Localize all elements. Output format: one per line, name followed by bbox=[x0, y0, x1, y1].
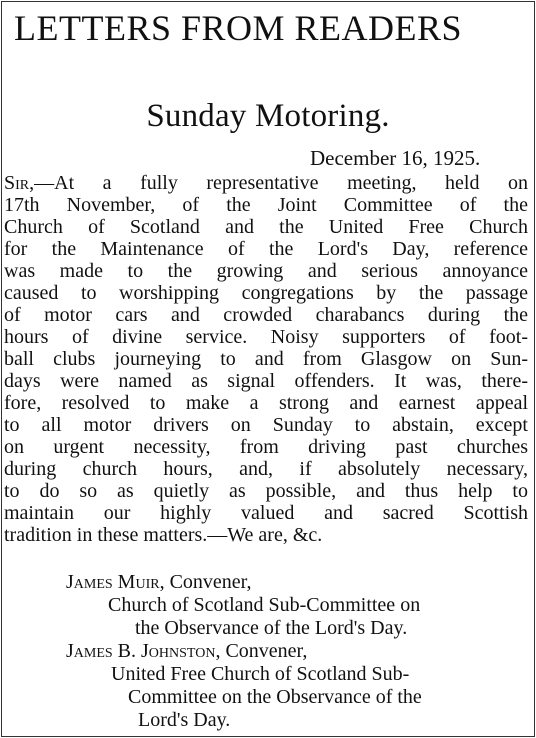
body-line: to all motor drivers on Sunday to abstain, except bbox=[4, 414, 528, 436]
signatory-role: , Convener, bbox=[215, 640, 308, 662]
body-line: to do so as quietly as possible, and thus help to bbox=[4, 480, 528, 502]
section-heading: LETTERS FROM READERS bbox=[14, 8, 463, 48]
body-line: maintain our highly valued and sacred Scottish bbox=[4, 502, 528, 524]
signatory-name: James Muir bbox=[66, 571, 160, 593]
signatory-org-line: the Observance of the Lord's Day. bbox=[135, 617, 408, 639]
letter-title: Sunday Motoring. bbox=[146, 98, 390, 134]
body-line: of motor cars and crowded charabancs during the bbox=[4, 304, 528, 326]
signatory-org-line: Committee on the Observance of the bbox=[128, 686, 422, 708]
signatory-1 bbox=[66, 571, 252, 593]
signatory-name: James B. Johnston bbox=[66, 640, 216, 662]
salutation: Sir, bbox=[4, 172, 35, 194]
body-line: Church of Scotland and the United Free Church bbox=[4, 216, 528, 238]
body-line: tradition in these matters.—We are, &c. bbox=[4, 524, 323, 546]
body-line: 17th November, of the Joint Committee of the bbox=[4, 194, 528, 216]
signatory-2 bbox=[66, 640, 307, 662]
body-line: Sir,—At a fully representative meeting, held on bbox=[4, 172, 528, 194]
body-line: hours of divine service. Noisy supporters of foot- bbox=[4, 326, 528, 348]
body-line: caused to worshipping congregations by the passage bbox=[4, 282, 528, 304]
body-line: during church hours, and, if absolutely necessary, bbox=[4, 458, 528, 480]
signatory-role: , Convener, bbox=[159, 571, 252, 593]
signatory-org-line: Lord's Day. bbox=[138, 709, 231, 731]
body-line: was made to the growing and serious annoyance bbox=[4, 260, 528, 282]
body-line: days were named as signal offenders. It was, there- bbox=[4, 370, 528, 392]
body-line: ball clubs journeying to and from Glasgow on Sun- bbox=[4, 348, 528, 370]
body-line: on urgent necessity, from driving past churches bbox=[4, 436, 528, 458]
letter-date: December 16, 1925. bbox=[310, 146, 481, 170]
body-line: for the Maintenance of the Lord's Day, reference bbox=[4, 238, 528, 260]
signatory-org-line: United Free Church of Scotland Sub- bbox=[111, 663, 410, 685]
signatory-org-line: Church of Scotland Sub-Committee on bbox=[108, 594, 421, 616]
body-line: fore, resolved to make a strong and earnest appeal bbox=[4, 392, 528, 414]
